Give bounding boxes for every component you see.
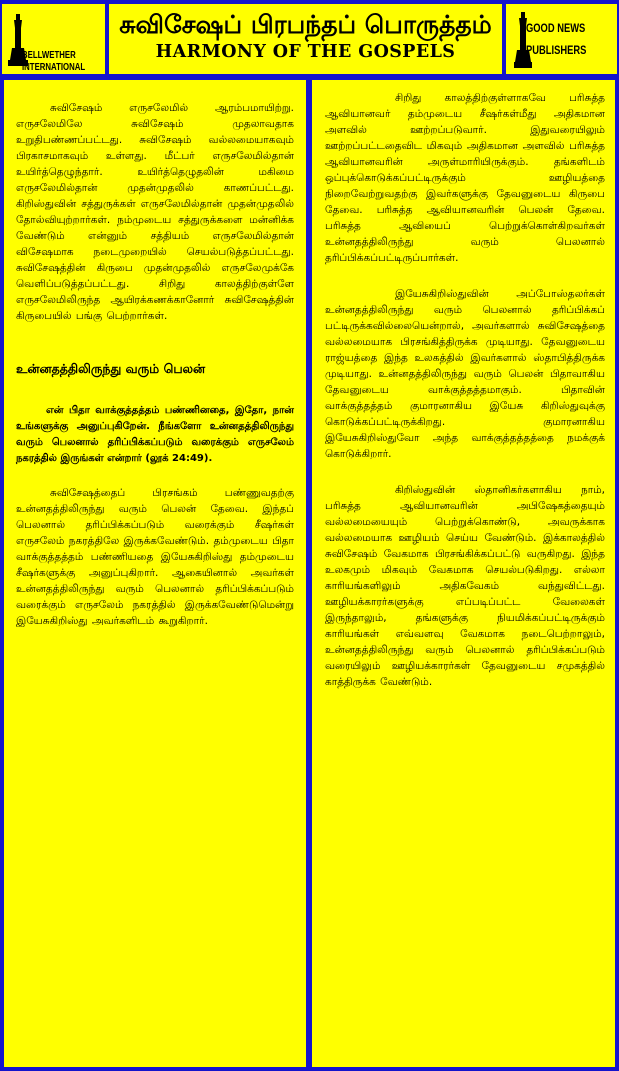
left-paragraph-1: சுவிசேஷம் எருசலேமில் ஆரம்பமாயிற்று. எருசலேமிலே சுவிசேஷம் முதலாவதாக உறுதிபண்ணப்பட்டது. சுவிசேஷம் வல்லமையாகவும் பிரகாசமாகவும் உள்ளது. மீட்பர் எருசலேமில்தான் உயிர்த்தெழுந்தார். உயிர்த்தெழுதலின் மகிமை எருசலேமில்தான் முதன்முதலில் காணப்பட்டது. கிறிஸ்துவின் சத்துருக்கள் எருசலேமில்தான் முதன்முதலில் தோல்வியுற்றார்கள். நம்முடைய சத்துருக்களை மன்னிக்க வேண்டும் என்னும் சத்தியம் எருசலேமில்தான் விசேஷமாக நடைமுறையில் செயல்படுத்தப்பட்டது. சுவிசேஷத்தின் கிருபை முதன்முதலில் எருசலேமுக்கே வெளிப்படுத்தப்பட்டது. சிறிது காலத்திற்குள்ளே எருசலேமிலிருந்த ஆயிரக்கணக்கானோர் சுவிசேஷத்தின் கிருபையில் பங்கு பெற்றார்கள். [16,102,294,322]
right-paragraph-3: கிறிஸ்துவின் ஸ்தானிகர்களாகிய நாம், பரிசுத்த ஆவியானவரின் அபிஷேகத்தையும் வல்லமையையும் பெற்றுக்கொண்டு, அவருக்காக வல்லமையாக ஊழியம் செய்ய வேண்டும். இக்காலத்தில் சுவிசேஷம் வேகமாக பிரசங்கிக்கப்பட்டு வருகிறது. இந்த உலகமும் மிகவும் வேகமாக செயல்படுகிறது. எல்லா காரியங்களிலும் அதிகவேகம் வந்துவிட்டது. ஊழியக்காரர்களுக்கு எப்படிப்பட்ட வேலைகள் இருந்தாலும், தங்களுக்கு நியமிக்கப்பட்டிருக்கும் காரியங்கள் எவ்வளவு வேகமாக நடைபெற்றாலும், உன்னதத்திலிருந்து வரும் பெலனால் தரிப்பிக்கப்படும் வரையிலும் ஊழியக்காரர்கள் தேவனுடைய சமுகத்தில் காத்திருக்க வேண்டும். [325,484,605,688]
left-column [4,80,306,1067]
title-banner [109,4,502,74]
section-heading: உன்னதத்திலிருந்து வரும் பெலன் [16,361,206,376]
bellwether-logo [2,4,105,74]
left-paragraph-2: சுவிசேஷத்தைப் பிரசங்கம் பண்ணுவதற்கு உன்னதத்திலிருந்து வரும் பெலன் தேவை. இந்தப் பெலனால் தரிப்பிக்கப்படும் வரைக்கும் சீஷர்கள் எருசலேம் நகரத்திலே இருக்கவேண்டும். தம்முடைய பிதா வாக்குத்தத்தம் பண்ணியதை இயேசுகிறிஸ்து தம்முடைய சீஷர்களுக்கு அனுப்புகிறார். ஆகையினால் அவர்கள் உன்னதத்திலிருந்து வரும் பெலனால் தரிப்பிக்கப்படும் வரைக்கும் எருசலேம் நகரத்தில் இருக்கவேண்டுமென்று இயேசுகிறிஸ்து அவர்களிடம் கூறுகிறார். [16,487,294,627]
scripture-quote: என் பிதா வாக்குத்தத்தம் பண்ணினதை, இதோ, நான் உங்களுக்கு அனுப்புகிறேன். நீங்களோ உன்னதத்திலிருந்து வரும் பெலனால் தரிப்பிக்கப்படும் வரைக்கும் எருசலேம் நகரத்தில் இருங்கள் என்றார் (லூக் 24:49). [16,405,294,464]
good-news-logo-line2: PUBLISHERS [526,43,587,57]
good-news-logo [506,4,617,74]
right-column [312,80,615,1067]
bellwether-logo-line1: BELLWETHER [22,50,76,61]
bellwether-logo-line2: INTERNATIONAL [22,62,86,73]
good-news-logo-line1: GOOD NEWS [526,21,586,35]
page-title-tamil: சுவிசேஷப் பிரபந்தப் பொருத்தம் [119,10,492,39]
page-title-english: HARMONY OF THE GOSPELS [155,42,456,62]
page-header [2,2,617,76]
right-paragraph-2: இயேசுகிறிஸ்துவின் அப்போஸ்தலர்கள் உன்னதத்திலிருந்து வரும் பெலனால் தரிப்பிக்கப் பட்டிருக்கவில்லையென்றால், அவர்களால் சுவிசேஷத்தை வல்லமையாக பிரசங்கித்திருக்க முடியாது. தேவனுடைய ராஜ்யத்தை இந்த உலகத்தில் இவர்களால் ஸ்தாபித்திருக்க முடியாது. உன்னதத்திலிருந்து வரும் பெலன் பிதாவாகிய தேவனுடைய வாக்குத்தத்தமாகும். பிதாவின் வாக்குத்தத்தம் குமாரனாகிய இயேசு கிறிஸ்துவுக்கு கொடுக்கப்பட்டிருக்கிறது. குமாரனாகிய இயேசுகிறிஸ்துவோ அந்த வாக்குத்தத்தத்தை நமக்குக் கொடுக்கிறார். [325,288,605,460]
right-paragraph-1: சிறிது காலத்திற்குள்ளாகவே பரிசுத்த ஆவியானவர் தம்முடைய சீஷர்கள்மீது அதிகமான அளவில் ஊற்றப்படுவார். இதுவரையிலும் ஊற்றப்பட்டதைவிட மிகவும் அதிகமான அளவில் பரிசுத்த ஆவியானவரின் அருள்மாரியிருக்கும். தங்களிடம் ஒப்புக்கொடுக்கப்பட்டிருக்கும் ஊழியத்தை நிறைவேற்றுவதற்கு இவர்களுக்கு தேவனுடைய கிருபை தேவை. பரிசுத்த ஆவியானவரின் பெலன் தேவை. பரிசுத்த ஆவியைப் பெற்றுக்கொள்கிறவர்கள் உன்னதத்திலிருந்து வரும் பெலனால் தரிப்பிக்கப்பட்டிருப்பார்கள். [325,92,605,264]
